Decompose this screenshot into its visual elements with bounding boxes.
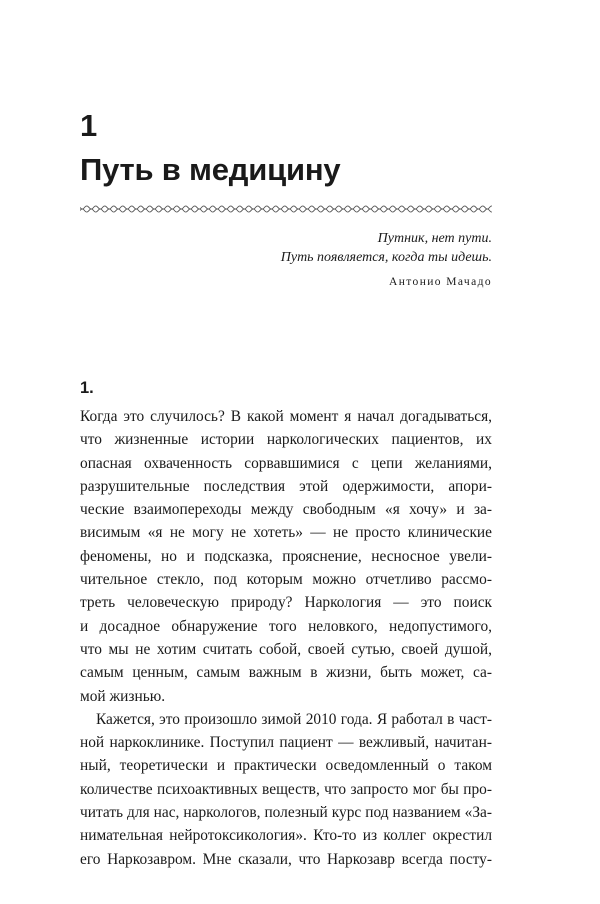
text-line: что жизненные истории наркологических пациентов, их bbox=[80, 431, 492, 449]
text-line: опасная охваченность сорвавшимися с цепи желаниями, bbox=[80, 454, 492, 472]
text-line: мой жизнью. bbox=[80, 687, 166, 705]
epigraph-line: Путь появляется, когда ты идешь. bbox=[280, 250, 492, 265]
text-line: чительное стекло, под которым можно отчетливо рассмо- bbox=[80, 571, 492, 589]
text-line: читать для нас, наркологов, полезный курс под названием «За- bbox=[80, 804, 492, 822]
section-heading: 1. bbox=[80, 379, 94, 397]
text-line: феномены, но и подсказка, прояснение, несносное увели- bbox=[80, 547, 492, 565]
text-line: что мы не хотим считать собой, своей сутью, своей душой, bbox=[80, 640, 492, 658]
text-line: ной наркоклинике. Поступил пациент — вежливый, начитан- bbox=[80, 734, 492, 752]
text-line: Кажется, это произошло зимой 2010 года. Я работал в част- bbox=[96, 710, 492, 728]
text-line: его Наркозавром. Мне сказали, что Наркозавр всегда посту- bbox=[80, 850, 492, 868]
book-page bbox=[80, 0, 492, 904]
text-line: висимым «я не могу не хотеть» — не просто клинические bbox=[80, 524, 492, 542]
chapter-number: 1 bbox=[80, 108, 98, 143]
text-line: разрушительные последствия этой одержимости, апори- bbox=[80, 477, 492, 495]
paragraph-1 bbox=[80, 405, 492, 708]
text-line: количестве психоактивных веществ, что запросто мог бы про- bbox=[80, 780, 492, 798]
text-line: ческие взаимопереходы между свободным «я хочу» и за- bbox=[80, 501, 492, 519]
text-line: Когда это случилось? В какой момент я начал догадываться, bbox=[80, 408, 492, 425]
text-line: ный, теоретически и практически осведомленный о таком bbox=[80, 757, 492, 775]
wavy-divider bbox=[80, 203, 492, 215]
epigraph-author: Антонио Мачадо bbox=[389, 276, 492, 288]
text-line: и досадное обнаружение того неловкого, недопустимого, bbox=[80, 617, 492, 635]
chapter-title: Путь в медицину bbox=[80, 152, 341, 187]
paragraph-2 bbox=[80, 708, 492, 871]
epigraph bbox=[80, 229, 492, 291]
text-line: самым ценным, самым важным в жизни, быть может, са- bbox=[80, 664, 492, 682]
text-line: нимательная нейротоксикология». Кто-то из коллег окрестил bbox=[80, 827, 492, 845]
text-line: треть человеческую природу? Наркология — это поиск bbox=[80, 594, 492, 612]
epigraph-line: Путник, нет пути. bbox=[377, 231, 492, 246]
body-text bbox=[80, 405, 492, 871]
